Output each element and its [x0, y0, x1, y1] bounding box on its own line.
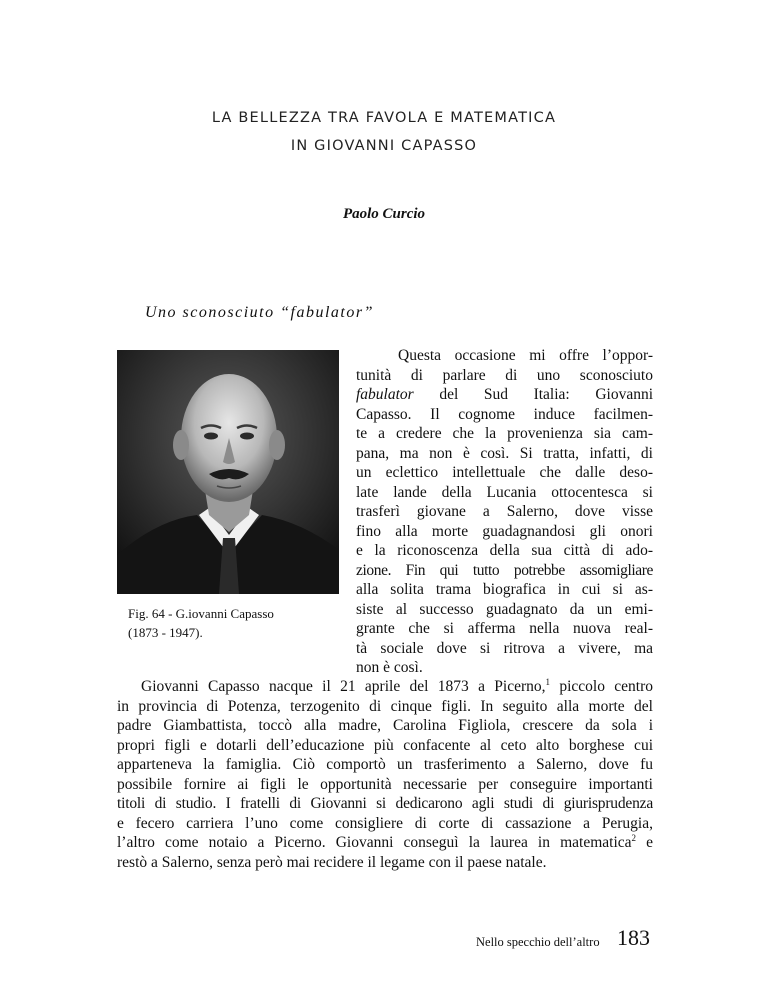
column-line: [356, 385, 653, 405]
footnote-ref-2[interactable]: 2: [631, 833, 637, 843]
portrait-illustration: [117, 350, 339, 594]
column-line: grante che si afferma nella nuova real-: [356, 620, 653, 637]
fabulator-word: fabulator: [356, 386, 414, 403]
body-line: possibile fornire ai figli le opportunità necessarie per conseguire importanti: [117, 775, 653, 793]
body-line-1b: piccolo centro: [550, 678, 653, 695]
column-line: Questa occasione mi offre l’oppor-: [398, 347, 653, 364]
body-line: e fecero carriera l’uno come consigliere di corte di cassazione a Perugia,: [117, 814, 653, 832]
column-line: Capasso. Il cognome induce facilmen-: [356, 405, 653, 423]
column-line: fino alla morte guadagnandosi gli onori: [356, 522, 653, 540]
column-line: alla solita trama biografica in cui si as-: [356, 581, 653, 598]
body-line: in provincia di Potenza, terzogenito di cinque figli. In seguito alla morte del: [117, 697, 653, 715]
column-line: e la riconoscenza della sua città di ado-: [356, 542, 653, 559]
article-title-line-1: LA BELLEZZA TRA FAVOLA E MATEMATICA: [211, 110, 557, 126]
column-line: late lande della Lucania ottocentesca si: [356, 483, 653, 501]
column-line: siste al successo guadagnato da un emi-: [356, 600, 653, 618]
column-line: zione. Fin qui tutto potrebbe assomigliare: [356, 561, 653, 579]
column-line: tà sociale dove si ritrova a vivere, ma: [356, 639, 653, 657]
portrait-photo: [117, 350, 339, 594]
figure-caption-line-1: Fig. 64 - G.iovanni Capasso: [128, 606, 274, 621]
figure-caption-line-2: (1873 - 1947).: [128, 625, 203, 640]
footnote-ref-1[interactable]: 1: [545, 677, 551, 687]
body-line: [117, 833, 653, 853]
article-title-line-2: IN GIOVANNI CAPASSO: [290, 138, 478, 154]
column-line-rest: del Sud Italia: Giovanni: [439, 386, 654, 403]
section-heading: Uno sconosciuto “fabulator”: [145, 304, 374, 321]
column-line: tunità di parlare di uno sconosciuto: [356, 366, 653, 384]
body-line: padre Giambattista, toccò alla madre, Carolina Figliola, crescere da sola i: [117, 717, 653, 734]
page-number: 183: [617, 925, 650, 950]
column-line: te a credere che la provenienza sia cam-: [356, 425, 653, 442]
body-line: restò a Salerno, senza però mai recidere il legame con il paese natale.: [117, 853, 547, 871]
wrapped-text-column: [356, 346, 653, 678]
body-line: apparteneva la famiglia. Ciò comportò un trasferimento a Salerno, dove fu: [117, 756, 653, 773]
figure-caption: [128, 604, 274, 642]
body-line: [117, 677, 653, 697]
column-line: pana, ma non è così. Si tratta, infatti, di: [356, 444, 653, 462]
running-footer: Nello specchio dell’altro: [476, 935, 600, 949]
author-name: Paolo Curcio: [342, 206, 426, 222]
body-line: propri figli e dotarli dell’educazione più confacente al ceto alto borghese cui: [117, 736, 653, 754]
column-line: un eclettico intellettuale che dalle deso-: [356, 464, 653, 481]
body-paragraph: [117, 677, 653, 872]
body-line: titoli di studio. I fratelli di Giovanni si dedicarono agli studi di giurisprudenza: [117, 795, 653, 812]
body-line-9a: l’altro come notaio a Picerno. Giovanni conseguì la laurea in matematica: [117, 834, 632, 851]
body-line-9b: e: [636, 834, 653, 851]
body-line-1a: Giovanni Capasso nacque il 21 aprile del 1873 a Picerno,: [141, 678, 546, 695]
column-line: trasferì giovane a Salerno, dove visse: [356, 503, 653, 520]
column-line: non è così.: [356, 659, 423, 676]
